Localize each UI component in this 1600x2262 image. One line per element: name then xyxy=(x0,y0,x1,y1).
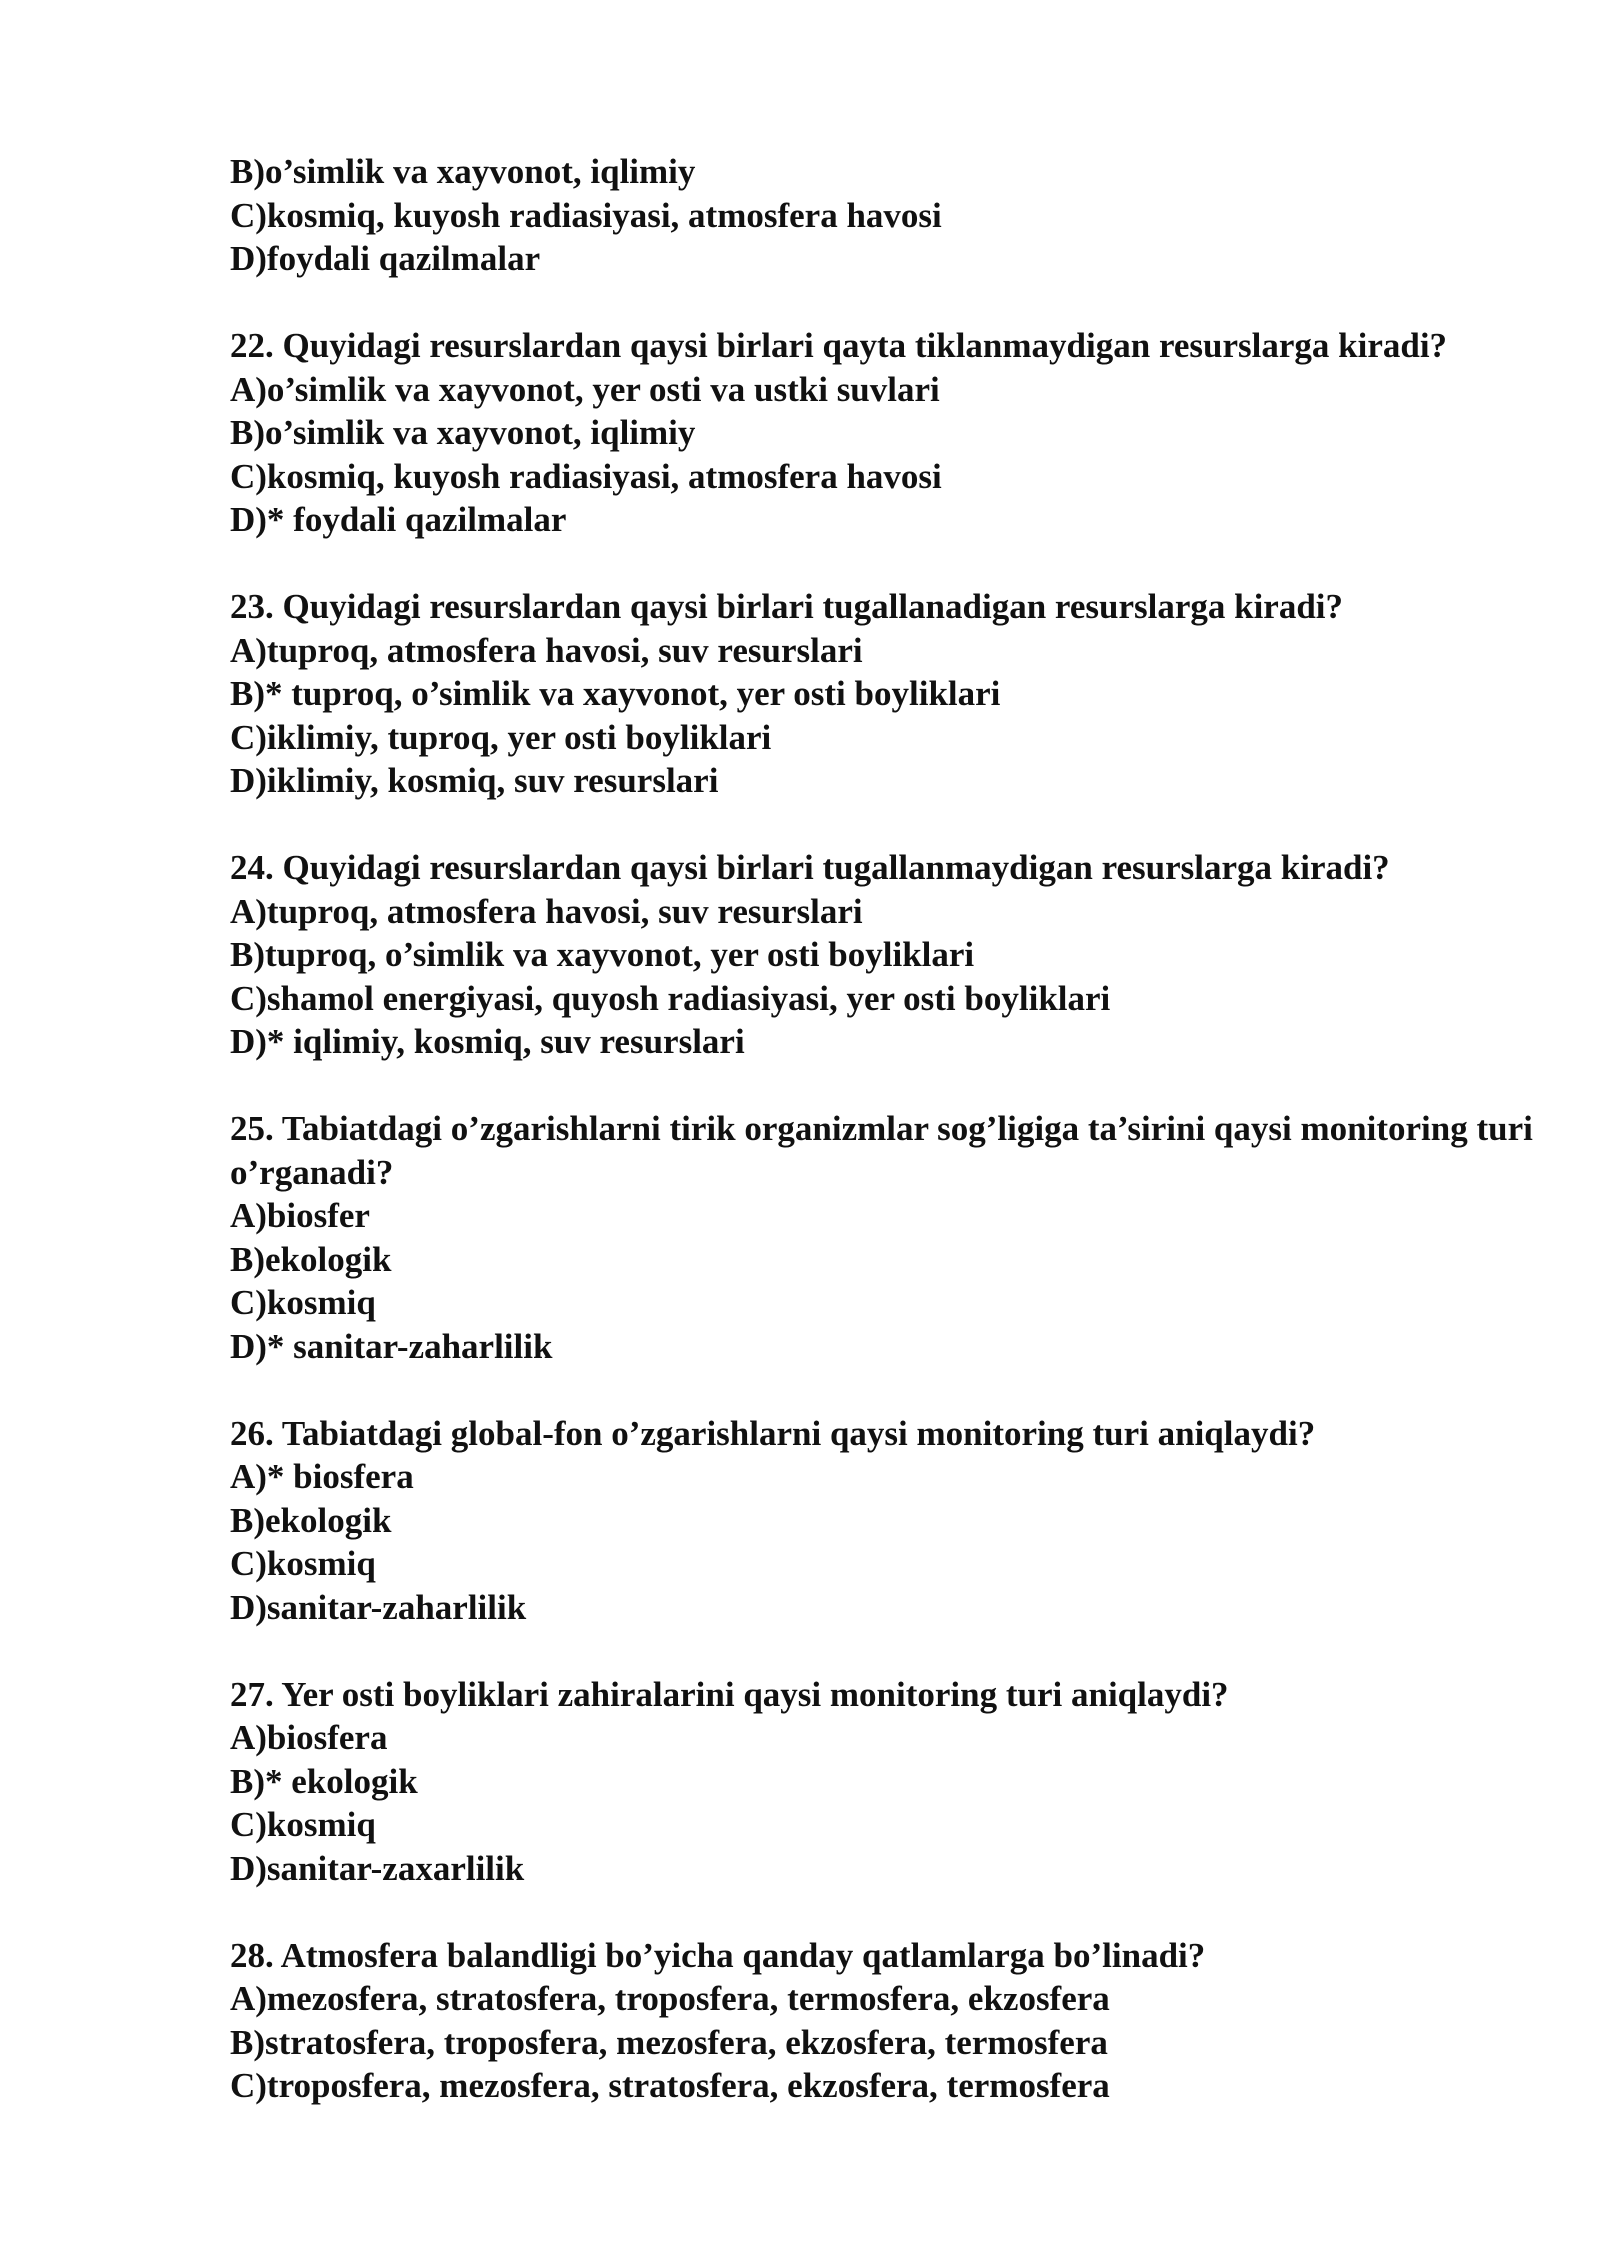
answer-option: C)kosmiq xyxy=(230,1283,376,1322)
answer-option: D)sanitar-zaharlilik xyxy=(230,1587,527,1627)
question-28 xyxy=(230,1934,1570,2108)
document-page xyxy=(230,150,1570,2108)
answer-option: A)tuproq, atmosfera havosi, suv resurslari xyxy=(230,630,863,670)
answer-option: A)mezosfera, stratosfera, troposfera, termosfera, ekzosfera xyxy=(230,1979,1110,2018)
question-text: 26. Tabiatdagi global-fon o’zgarishlarni qaysi monitoring turi aniqlaydi? xyxy=(230,1413,1316,1453)
answer-option: B)tuproq, o’simlik va xayvonot, yer osti boyliklari xyxy=(230,935,975,974)
answer-option: C)shamol energiyasi, quyosh radiasiyasi, yer osti boyliklari xyxy=(230,978,1111,1018)
answer-option: C)kosmiq, kuyosh radiasiyasi, atmosfera havosi xyxy=(230,456,942,496)
answer-option: B)o’simlik va xayvonot, iqlimiy xyxy=(230,152,696,191)
answer-option: A)biosfera xyxy=(230,1718,388,1757)
question-26 xyxy=(230,1412,1570,1630)
answer-option: C)iklimiy, tuproq, yer osti boyliklari xyxy=(230,717,772,757)
answer-option: B)o’simlik va xayvonot, iqlimiy xyxy=(230,413,696,452)
answer-option: B)stratosfera, troposfera, mezosfera, ekzosfera, termosfera xyxy=(230,2022,1108,2062)
question-22 xyxy=(230,324,1570,542)
answer-option: D)* foydali qazilmalar xyxy=(230,500,567,539)
question-27 xyxy=(230,1673,1570,1891)
answer-option: C)troposfera, mezosfera, stratosfera, ekzosfera, termosfera xyxy=(230,2066,1110,2105)
answer-option: B)ekologik xyxy=(230,1500,392,1540)
answer-option: A)o’simlik va xayvonot, yer osti va ustki suvlari xyxy=(230,369,940,409)
question-25 xyxy=(230,1107,1570,1368)
question-24 xyxy=(230,846,1570,1064)
answer-option: D)* sanitar-zaharlilik xyxy=(230,1326,553,1366)
answer-option: C)kosmiq xyxy=(230,1544,376,1583)
question-text: 27. Yer osti boyliklari zahiralarini qaysi monitoring turi aniqlaydi? xyxy=(230,1674,1229,1714)
answer-option: A)tuproq, atmosfera havosi, suv resurslari xyxy=(230,891,863,931)
answer-option: C)kosmiq xyxy=(230,1805,376,1844)
answer-option: A)biosfer xyxy=(230,1196,370,1235)
question-23 xyxy=(230,585,1570,803)
answer-option: B)ekologik xyxy=(230,1239,392,1279)
answer-option: D)foydali qazilmalar xyxy=(230,239,541,278)
question-text: 25. Tabiatdagi o’zgarishlarni tirik organizmlar sog’ligiga ta’sirini qaysi monitoring turi o’rganadi? xyxy=(230,1109,1533,1192)
question-text: 28. Atmosfera balandligi bo’yicha qanday qatlamlarga bo’linadi? xyxy=(230,1935,1206,1975)
question-text: 22. Quyidagi resurslardan qaysi birlari qayta tiklanmaydigan resurslarga kiradi? xyxy=(230,326,1448,365)
question-text: 23. Quyidagi resurslardan qaysi birlari tugallanadigan resurslarga kiradi? xyxy=(230,587,1344,626)
answer-option: B)* tuproq, o’simlik va xayvonot, yer osti boyliklari xyxy=(230,674,1001,713)
answer-option: D)* iqlimiy, kosmiq, suv resurslari xyxy=(230,1022,745,1061)
question-text: 24. Quyidagi resurslardan qaysi birlari tugallanmaydigan resurslarga kiradi? xyxy=(230,848,1390,887)
answer-option: C)kosmiq, kuyosh radiasiyasi, atmosfera havosi xyxy=(230,195,942,235)
intro-option-list xyxy=(230,150,1570,281)
answer-option: B)* ekologik xyxy=(230,1761,418,1801)
answer-option: D)iklimiy, kosmiq, suv resurslari xyxy=(230,761,719,800)
answer-option: A)* biosfera xyxy=(230,1457,414,1496)
answer-option: D)sanitar-zaxarlilik xyxy=(230,1848,525,1888)
